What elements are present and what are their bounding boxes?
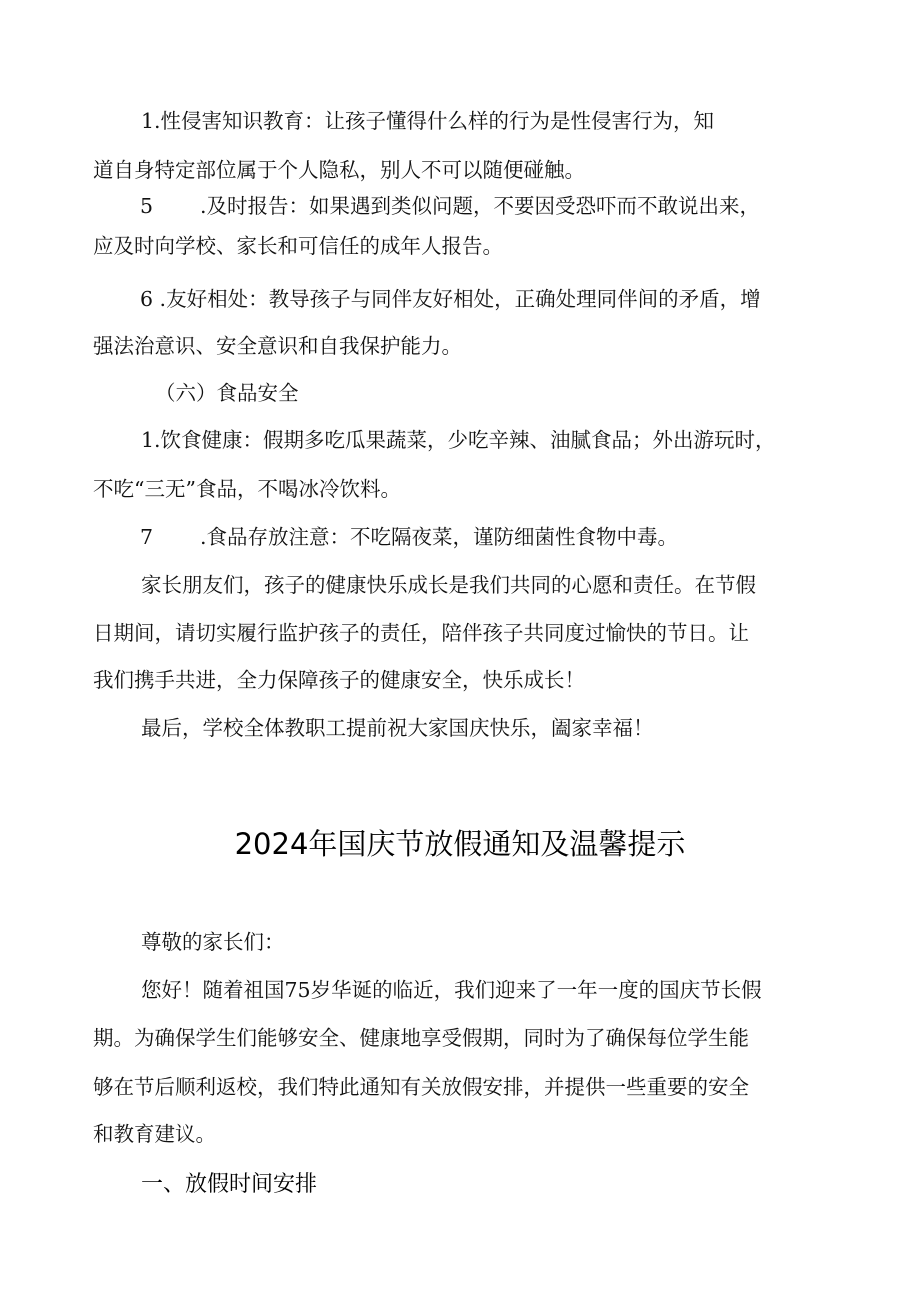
food-item7-number: 7	[140, 525, 154, 549]
item5-line2: 应及时向学校、家长和可信任的成年人报告。	[93, 234, 503, 258]
food-item1-line2: 不吃“三无”食品，不喝冰冷饮料。	[93, 477, 401, 501]
notice-title: 2024年国庆节放假通知及温馨提示	[234, 827, 686, 861]
intro-line2: 期。为确保学生们能够安全、健康地享受假期，同时为了确保每位学生能	[93, 1026, 749, 1050]
greeting: 尊敬的家长们：	[141, 930, 285, 954]
food-item7-line1	[140, 527, 678, 548]
closing-line2: 日期间，请切实履行监护孩子的责任，陪伴孩子共同度过愉快的节日。让	[93, 621, 749, 645]
item1-line2: 道自身特定部位属于个人隐私，别人不可以随便碰触。	[93, 158, 585, 182]
intro-line3: 够在节后顺利返校，我们特此通知有关放假安排，并提供一些重要的安全	[93, 1075, 749, 1099]
section1-heading: 一、放假时间安排	[141, 1172, 318, 1197]
food-safety-heading: （六）食品安全	[155, 381, 299, 405]
food-item1-line1: 1.饮食健康：假期多吃瓜果蔬菜，少吃辛辣、油腻食品；外出游玩时，	[141, 428, 776, 452]
item1-line1: 1.性侵害知识教育：让孩子懂得什么样的行为是性侵害行为，知	[141, 109, 715, 133]
intro-line1: 您好！随着祖国75岁华诞的临近，我们迎来了一年一度的国庆节长假	[141, 978, 762, 1002]
closing-line1: 家长朋友们，孩子的健康快乐成长是我们共同的心愿和责任。在节假	[141, 573, 756, 597]
intro-line4: 和教育建议。	[93, 1122, 216, 1146]
item6-line2: 强法治意识、安全意识和自我保护能力。	[93, 334, 462, 358]
item5-text: .及时报告：如果遇到类似问题，不要因受恐吓而不敢说出来，	[200, 194, 761, 218]
item5-line1	[140, 196, 760, 217]
item5-number: 5	[140, 194, 154, 218]
closing-line3: 我们携手共进，全力保障孩子的健康安全，快乐成长！	[93, 668, 585, 692]
item6-line1: 6 .友好相处：教导孩子与同伴友好相处，正确处理同伴间的矛盾，增	[140, 287, 761, 311]
closing-wish: 最后，学校全体教职工提前祝大家国庆快乐，阖家幸福！	[141, 716, 654, 740]
food-item7-text: .食品存放注意：不吃隔夜菜，谨防细菌性食物中毒。	[200, 525, 679, 549]
